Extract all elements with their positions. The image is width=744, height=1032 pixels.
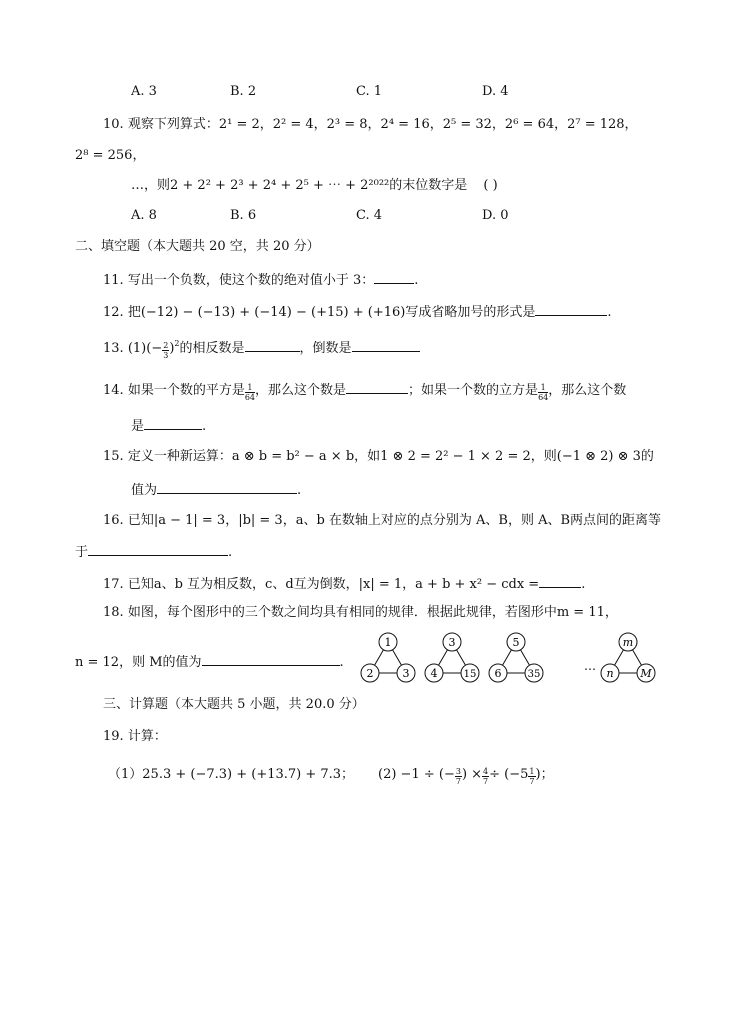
q15-line2-text: 值为	[131, 483, 158, 498]
q18-node-right: 15	[463, 669, 477, 680]
q18-triangle-3	[489, 633, 543, 682]
section2-title: 二、填空题（本大题共 20 空，共 20 分）	[75, 239, 320, 254]
q18-triangle-4	[601, 633, 655, 682]
q14-blank-1[interactable]	[346, 380, 408, 394]
q18-node-left: 2	[366, 667, 374, 680]
q14-line1	[103, 380, 626, 402]
q13-pre: (1)	[127, 341, 147, 356]
q18-figure-ellipsis: …	[584, 659, 596, 673]
q10-line1	[103, 116, 638, 134]
q18-node-top: 1	[384, 636, 392, 649]
q18-number: 18.	[103, 605, 124, 620]
q11-end: .	[414, 273, 419, 288]
q18-answer-blank[interactable]	[202, 652, 340, 666]
q12-end: .	[607, 305, 612, 320]
q15-line2	[131, 480, 301, 500]
q14-fraction-1: $\frac{1}{64}$	[244, 383, 256, 402]
q13-blank-1[interactable]	[245, 338, 300, 352]
q19-part1: （1）25.3 + (−7.3) + (+13.7) + 7.3；	[108, 767, 355, 782]
q13-mid: 的相反数是	[179, 341, 245, 356]
q10-option-a: A. 8	[131, 208, 157, 223]
q18-node-top: 3	[448, 636, 456, 649]
q18-triangle-2	[425, 633, 479, 682]
q12	[103, 302, 612, 322]
q19-p2-d: )；	[535, 767, 554, 782]
q14-p2: ，那么这个数是	[255, 383, 347, 398]
q16-line2	[75, 542, 232, 562]
q19-number: 19.	[103, 729, 124, 744]
q10-text: 观察下列算式：2¹ = 2，2² = 4，2³ = 8，2⁴ = 16，2⁵ = 32，2⁶ = 64，2⁷ = 128，	[127, 117, 638, 132]
q13-fraction: $\frac{2}{3}$	[163, 341, 169, 360]
q19-p2-b: ) ×	[461, 767, 483, 782]
q13-base: (−	[146, 341, 163, 356]
q16-text: 已知|a − 1| = 3，|b| = 3，a、b 在数轴上对应的点分别为 A、B，则 A、B两点间的距离等	[127, 513, 662, 528]
q14-line2-pre: 是	[131, 419, 145, 434]
q16-answer-blank[interactable]	[88, 542, 228, 556]
q14-fraction-2: $\frac{1}{64}$	[538, 383, 549, 402]
q16-number: 16.	[103, 513, 124, 528]
section3-title: 三、计算题（本大题共 5 小题，共 20.0 分）	[103, 697, 365, 712]
q9-option-d: D. 4	[482, 84, 509, 99]
q19-part2	[378, 766, 554, 786]
q19-p2-a: (2) −1 ÷ (−	[378, 767, 455, 782]
q14-blank-2[interactable]	[144, 416, 202, 430]
q10-number: 10.	[103, 117, 124, 132]
q10-option-b: B. 6	[230, 208, 257, 223]
q10-answer-bracket[interactable]: ( )	[483, 178, 498, 193]
q11-number: 11.	[103, 273, 124, 288]
q13-blank-2[interactable]	[352, 338, 420, 352]
q18-node-right: M	[640, 667, 652, 680]
q16-line1	[103, 512, 661, 530]
q19-p2-c: ÷ (−5	[489, 767, 529, 782]
q10-option-d: D. 0	[482, 208, 509, 223]
q14-p1: 如果一个数的平方是	[127, 383, 245, 398]
q13-exponent: 2	[174, 339, 180, 348]
q17-number: 17.	[103, 577, 124, 592]
q15-line1	[103, 448, 654, 466]
q19-title: 计算：	[127, 729, 167, 744]
q13-close: )	[169, 341, 175, 356]
q16-end: .	[228, 545, 233, 560]
q10-question: …，则2 + 2² + 2³ + 2⁴ + 2⁵ + ⋯ + 2²⁰²²的末位数字是	[131, 178, 468, 193]
q10-line3	[131, 177, 498, 195]
q17-end: .	[581, 577, 586, 592]
q12-number: 12.	[103, 305, 124, 320]
q18-node-left: 4	[430, 667, 438, 680]
q16-line2-text: 于	[75, 545, 89, 560]
q10-option-c: C. 4	[356, 208, 383, 223]
q18-node-left: 6	[494, 667, 502, 680]
q18-node-left: n	[606, 667, 614, 680]
q11-answer-blank[interactable]	[374, 270, 414, 284]
q17	[103, 574, 585, 594]
q10-line2: 2⁸ = 256，	[75, 148, 146, 163]
q9-option-b: B. 2	[230, 84, 257, 99]
q15-text: 定义一种新运算：a ⊗ b = b² − a × b，如1 ⊗ 2 = 2² − 1 × 2 = 2，则(−1 ⊗ 2) ⊗ 3的	[127, 449, 654, 464]
q19-fraction-1: $\frac{3}{7}$	[455, 767, 461, 786]
q17-text: 已知a、b 互为相反数，c、d互为倒数，|x| = 1，a + b + x² − cdx =	[127, 577, 540, 592]
q18-triangle-1	[361, 633, 415, 682]
q18-line2	[75, 652, 344, 672]
q18-node-top: m	[622, 636, 634, 649]
q19-fraction-3: $\frac{1}{7}$	[529, 767, 535, 786]
q18-end: .	[339, 655, 344, 670]
q19-fraction-2: $\frac{4}{7}$	[483, 767, 489, 786]
q18-line1	[103, 604, 618, 622]
q9-option-c: C. 1	[356, 84, 383, 99]
q12-text: 把(−12) − (−13) + (−14) − (+15) + (+16)写成省略加号的形式是	[127, 305, 536, 320]
q14-end: .	[202, 419, 207, 434]
q15-answer-blank[interactable]	[157, 480, 297, 494]
q15-number: 15.	[103, 449, 124, 464]
q12-answer-blank[interactable]	[535, 302, 607, 316]
q14-number: 14.	[103, 383, 124, 398]
q18-line2-text: n = 12，则 M的值为	[75, 655, 202, 670]
q17-answer-blank[interactable]	[539, 574, 581, 588]
q19-header	[103, 728, 167, 746]
q14-line2	[131, 416, 206, 436]
q14-p3: ；如果一个数的立方是	[408, 383, 539, 398]
q14-p4: ，那么这个数	[548, 383, 627, 398]
q18-text: 如图，每个图形中的三个数之间均具有相同的规律．根据此规律，若图形中m = 11，	[127, 605, 618, 620]
q18-triangle-figure	[354, 630, 652, 686]
q18-node-right: 35	[527, 669, 541, 680]
q13-number: 13.	[103, 341, 124, 356]
q9-option-a: A. 3	[131, 84, 157, 99]
q18-node-top: 5	[512, 636, 520, 649]
q13	[103, 338, 420, 360]
q18-node-right: 3	[402, 667, 410, 680]
q11	[103, 270, 418, 290]
q15-end: .	[297, 483, 302, 498]
q13-mid2: ，倒数是	[299, 341, 352, 356]
q11-text: 写出一个负数，使这个数的绝对值小于 3：	[127, 273, 375, 288]
